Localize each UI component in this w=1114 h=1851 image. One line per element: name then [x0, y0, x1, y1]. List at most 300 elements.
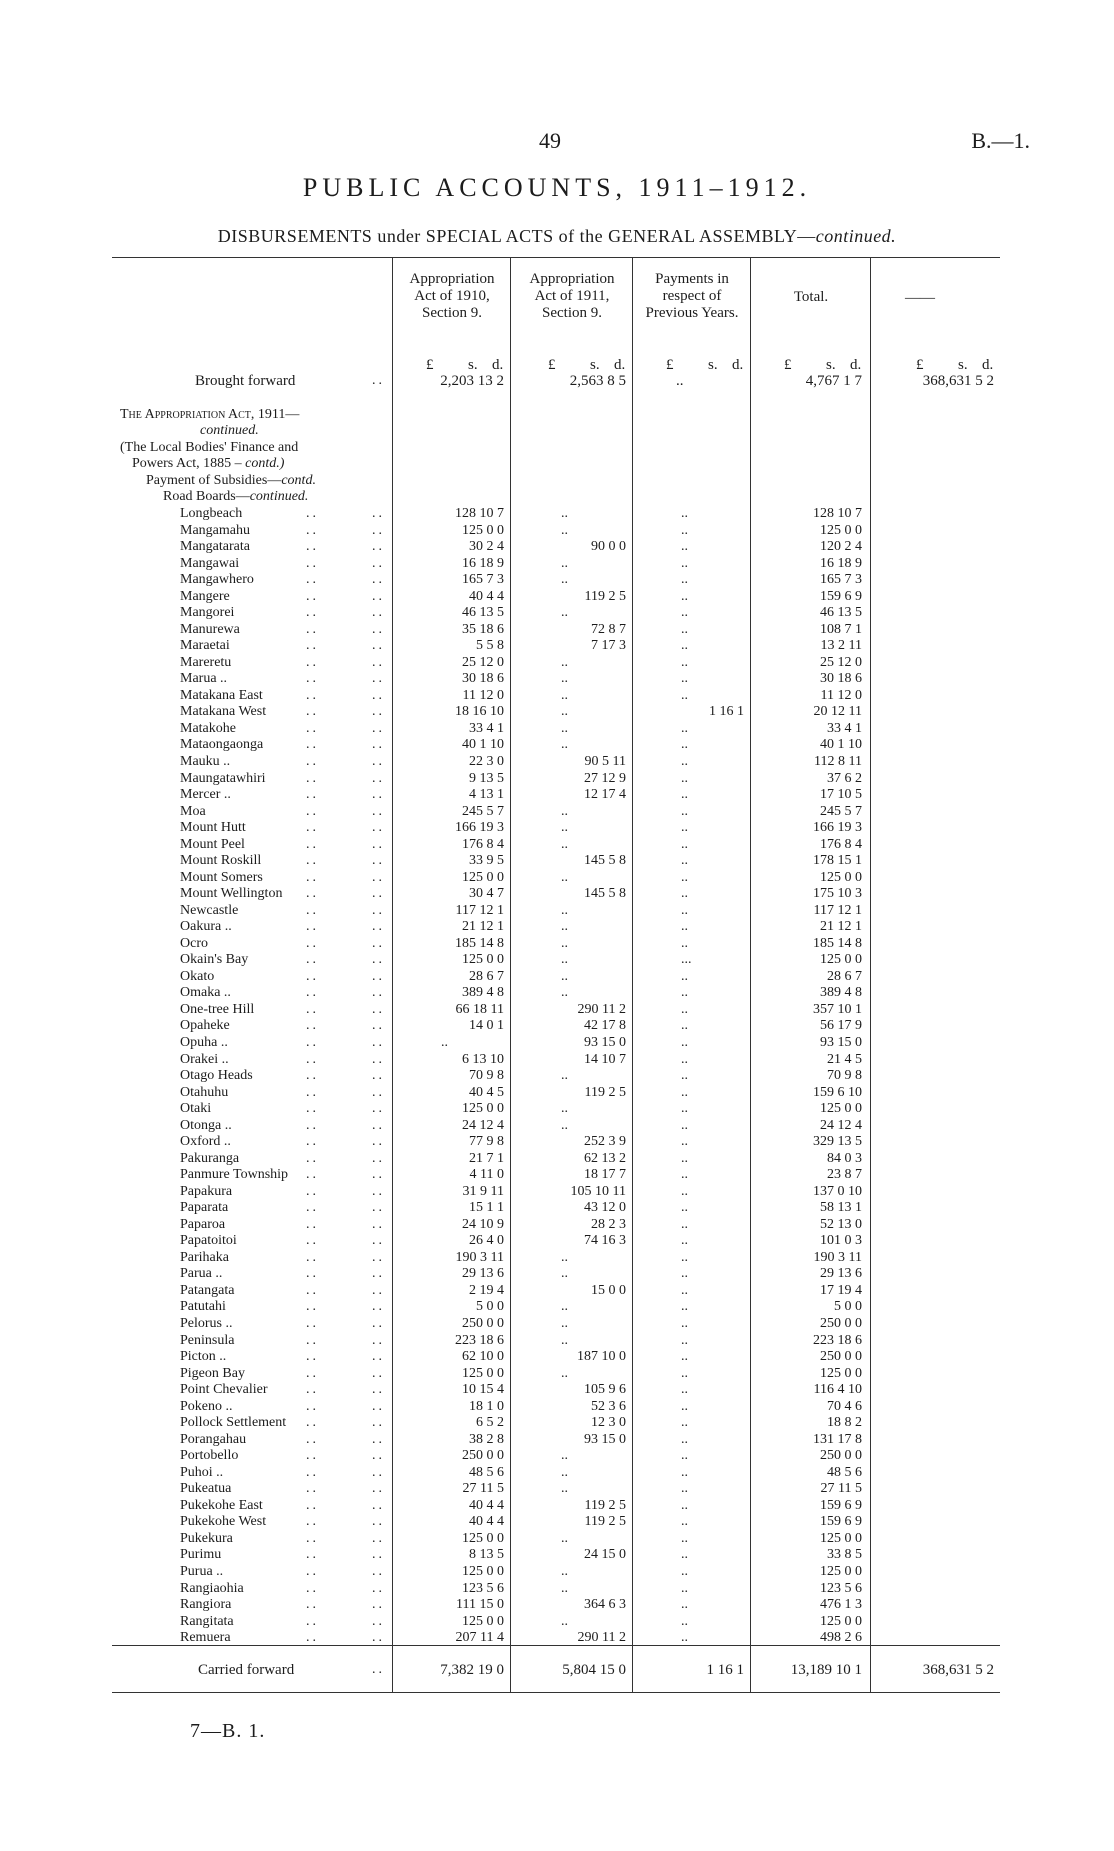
- row-c3: ..: [681, 1249, 688, 1265]
- row-c3: ..: [681, 720, 688, 736]
- row-c2: 105 10 11: [570, 1183, 626, 1199]
- row-c3: ..: [681, 1630, 688, 1645]
- leader-dots: ..: [306, 1068, 319, 1083]
- row-c2: ..: [561, 935, 568, 951]
- row-c2: ..: [561, 1365, 568, 1381]
- row-c4: 137 0 10: [813, 1183, 862, 1199]
- row-c4: 165 7 3: [820, 572, 862, 588]
- row-c2: ..: [561, 1580, 568, 1596]
- row-c4: 28 6 7: [827, 968, 862, 984]
- row-c3: ..: [681, 1597, 688, 1612]
- leader-dots: ..: [372, 1365, 385, 1381]
- row-name: Mount Somers: [180, 869, 263, 885]
- row-name: Pukekura: [180, 1530, 233, 1546]
- leader-dots: ..: [306, 985, 319, 1001]
- row-c1: 125 0 0: [462, 522, 504, 538]
- row-c4: 27 11 5: [820, 1481, 862, 1497]
- row-c2: 27 12 9: [584, 770, 626, 786]
- row-name: Portobello: [180, 1448, 239, 1464]
- row-name: Omaka ..: [180, 985, 231, 1001]
- row-c4: 29 13 6: [820, 1266, 862, 1282]
- row-c3: ..: [681, 1613, 688, 1629]
- row-c4: 21 12 1: [820, 919, 862, 935]
- unit-label: d.: [732, 357, 744, 373]
- row-name: Patangata: [180, 1282, 235, 1298]
- leader-dots: ..: [306, 1597, 319, 1612]
- row-c1: 111 15 0: [456, 1597, 504, 1612]
- leader-dots: ..: [372, 1134, 385, 1150]
- row-c3: ..: [681, 1382, 688, 1398]
- subtitle-text: DISBURSEMENTS under SPECIAL ACTS of the GENERAL ASSEMBLY—: [217, 226, 816, 246]
- leader-dots: ..: [372, 886, 385, 902]
- leader-dots: ..: [306, 1547, 319, 1563]
- row-c1: 5 0 0: [476, 1299, 504, 1315]
- row-name: Rangiora: [180, 1597, 232, 1612]
- row-c3: ..: [681, 968, 688, 984]
- carried-forward-total: 13,189 10 1: [790, 1662, 862, 1678]
- row-name: Okain's Bay: [180, 952, 249, 968]
- unit-label: s.: [958, 357, 968, 373]
- row-c4: 112 8 11: [814, 754, 862, 769]
- row-c4: 93 15 0: [820, 1035, 862, 1050]
- row-c1: 5 5 8: [476, 638, 504, 654]
- row-c1: 125 0 0: [462, 1101, 504, 1117]
- row-c4: 5 0 0: [834, 1299, 862, 1315]
- leader-dots: ..: [372, 572, 385, 588]
- row-c3: 1 16 1: [709, 704, 744, 720]
- leader-dots: ..: [306, 1101, 319, 1117]
- leader-dots: ..: [372, 820, 385, 836]
- leader-dots: ..: [306, 1035, 319, 1050]
- brought-forward-extra: 368,631 5 2: [922, 373, 994, 389]
- row-c3: ..: [681, 605, 688, 621]
- row-c2: 93 15 0: [584, 1431, 626, 1447]
- row-c2: 90 5 11: [584, 754, 626, 769]
- row-c4: 17 19 4: [820, 1282, 862, 1298]
- row-c2: ..: [561, 1613, 568, 1629]
- row-name: Matakohe: [180, 720, 236, 736]
- row-c4: 46 13 5: [820, 605, 862, 621]
- leader-dots: ..: [306, 1051, 319, 1067]
- leader-dots: ..: [372, 1332, 385, 1348]
- leader-dots: ..: [372, 1497, 385, 1513]
- row-c2: ..: [561, 671, 568, 687]
- row-c3: ..: [681, 1563, 688, 1579]
- row-c4: 329 13 5: [813, 1134, 862, 1150]
- row-c4: 175 10 3: [813, 886, 862, 902]
- row-c4: 498 2 6: [820, 1630, 862, 1645]
- page-title: PUBLIC ACCOUNTS, 1911–1912.: [302, 173, 812, 202]
- row-c4: 13 2 11: [820, 638, 862, 654]
- act-name: The Appropriation Act,: [120, 407, 255, 422]
- row-c2: ..: [561, 803, 568, 819]
- leader-dots: ..: [372, 654, 385, 670]
- row-c3: ..: [681, 902, 688, 918]
- leader-dots: ..: [306, 1282, 319, 1298]
- leader-dots: ..: [306, 1613, 319, 1629]
- row-name: Longbeach: [180, 506, 243, 521]
- leader-dots: ..: [372, 1580, 385, 1596]
- row-c3: ..: [681, 869, 688, 885]
- leader-dots: ..: [306, 1266, 319, 1282]
- row-c1: 29 13 6: [462, 1266, 504, 1282]
- leader-dots: ..: [306, 1216, 319, 1232]
- row-c2: 12 17 4: [584, 787, 626, 802]
- brought-forward-total: 4,767 1 7: [805, 373, 862, 389]
- row-c4: 116 4 10: [813, 1382, 862, 1398]
- row-c4: 11 12 0: [820, 687, 862, 703]
- row-name: Pukekohe East: [180, 1497, 263, 1513]
- leader-dots: ..: [372, 1613, 385, 1629]
- row-c2: 145 5 8: [584, 853, 626, 869]
- unit-label: d.: [614, 357, 626, 373]
- leader-dots: ..: [372, 1018, 385, 1034]
- row-c1: 40 1 10: [462, 737, 504, 753]
- brought-forward-1910: 2,203 13 2: [440, 373, 504, 389]
- row-c2: 7 17 3: [591, 638, 626, 654]
- leader-dots: ..: [306, 1497, 319, 1513]
- row-c1: ..: [441, 1035, 448, 1050]
- row-c2: 119 2 5: [584, 588, 626, 604]
- row-c1: 165 7 3: [462, 572, 504, 588]
- row-c4: 159 6 10: [813, 1084, 862, 1100]
- row-c4: 16 18 9: [820, 555, 862, 571]
- row-c3: ..: [681, 1530, 688, 1546]
- row-c3: ..: [681, 853, 688, 869]
- row-c1: 21 12 1: [462, 919, 504, 935]
- row-c4: 56 17 9: [820, 1018, 862, 1034]
- leader-dots: ..: [306, 1233, 319, 1249]
- row-c2: ..: [561, 572, 568, 588]
- leader-dots: ..: [306, 968, 319, 984]
- leader-dots: ..: [306, 1200, 319, 1216]
- row-c2: ..: [561, 654, 568, 670]
- row-c3: ..: [681, 1001, 688, 1017]
- row-name: Ocro: [180, 935, 208, 951]
- row-c1: 70 9 8: [469, 1068, 504, 1083]
- row-c2: 18 17 7: [584, 1167, 626, 1183]
- row-c2: ..: [561, 1448, 568, 1464]
- row-c1: 14 0 1: [469, 1018, 504, 1034]
- row-c4: 52 13 0: [820, 1216, 862, 1232]
- row-name: Maungatawhiri: [180, 770, 266, 786]
- leader-dots: ..: [306, 886, 319, 902]
- row-c2: ..: [561, 869, 568, 885]
- row-c3: ..: [681, 1497, 688, 1513]
- leader-dots: ..: [306, 1481, 319, 1497]
- leader-dots: ..: [372, 1316, 385, 1331]
- row-c4: 23 8 7: [827, 1167, 862, 1183]
- row-name: Mount Wellington: [180, 886, 283, 902]
- leader-dots: ..: [306, 654, 319, 670]
- leader-dots: ..: [306, 1580, 319, 1596]
- leader-dots: ..: [372, 1051, 385, 1067]
- row-name: Mareretu: [180, 654, 232, 670]
- row-name: Moa: [180, 803, 206, 819]
- act-continued: continued.: [200, 423, 259, 438]
- leader-dots: ..: [306, 754, 319, 769]
- leader-dots: ..: [306, 952, 319, 968]
- row-name: Otago Heads: [180, 1068, 253, 1083]
- row-name: Otaki: [180, 1101, 212, 1117]
- row-c1: 33 9 5: [469, 853, 504, 869]
- leader-dots: ..: [372, 935, 385, 951]
- row-name: Manurewa: [180, 621, 240, 637]
- leader-dots: ..: [372, 952, 385, 968]
- divider-col5: [870, 257, 871, 1693]
- row-c4: 24 12 4: [820, 1117, 862, 1133]
- carried-forward-1910: 7,382 19 0: [440, 1662, 504, 1678]
- row-c1: 31 9 11: [462, 1183, 504, 1199]
- row-name: Orakei ..: [180, 1051, 229, 1067]
- row-c4: 33 4 1: [827, 720, 862, 736]
- row-c4: 245 5 7: [820, 803, 862, 819]
- row-c3: ..: [681, 1415, 688, 1431]
- row-c3: ...: [681, 952, 692, 968]
- row-c1: 250 0 0: [462, 1448, 504, 1464]
- unit-label: s.: [826, 357, 836, 373]
- leader-dots: ..: [372, 539, 385, 555]
- sub-act-line-1: (The Local Bodies' Finance and: [120, 440, 299, 455]
- row-c2: 72 8 7: [591, 621, 626, 637]
- row-c2: ..: [561, 1332, 568, 1348]
- row-name: Pelorus ..: [180, 1316, 233, 1331]
- row-c3: ..: [681, 1266, 688, 1282]
- column-header-1910: Appropriation Act of 1910, Section 9.: [409, 271, 495, 321]
- row-c3: ..: [681, 588, 688, 604]
- row-c1: 207 11 4: [455, 1630, 504, 1645]
- row-c3: ..: [681, 1018, 688, 1034]
- leader-dots: ..: [306, 902, 319, 918]
- leader-dots: ..: [372, 869, 385, 885]
- row-c2: 119 2 5: [584, 1514, 626, 1530]
- row-c2: 290 11 2: [577, 1630, 626, 1645]
- leader-dots: ..: [372, 638, 385, 654]
- row-name: Rangiaohia: [180, 1580, 244, 1596]
- row-c3: ..: [681, 1282, 688, 1298]
- row-name: Marua ..: [180, 671, 228, 687]
- row-c1: 40 4 4: [469, 1497, 504, 1513]
- row-c2: ..: [561, 1068, 568, 1083]
- leader-dots: ..: [306, 522, 319, 538]
- row-name: Pukekohe West: [180, 1514, 267, 1530]
- leader-dots: ..: [372, 1530, 385, 1546]
- leader-dots: ..: [372, 787, 385, 802]
- row-c1: 77 9 8: [469, 1134, 504, 1150]
- row-c1: 21 7 1: [469, 1150, 504, 1166]
- row-c3: ..: [681, 1514, 688, 1530]
- row-name: Point Chevalier: [180, 1382, 268, 1398]
- column-header-dash: ——: [905, 290, 935, 306]
- leader-dots: ..: [306, 1332, 319, 1348]
- row-c4: 185 14 8: [813, 935, 862, 951]
- leader-dots: ..: [372, 1398, 385, 1414]
- unit-label: s.: [590, 357, 600, 373]
- act-year: 1911—: [257, 407, 300, 422]
- leader-dots: ..: [372, 687, 385, 703]
- row-c4: 125 0 0: [820, 1101, 862, 1117]
- row-c2: 24 15 0: [584, 1547, 626, 1563]
- row-c4: 159 6 9: [820, 1497, 862, 1513]
- row-c3: ..: [681, 522, 688, 538]
- row-name: Porangahau: [180, 1431, 247, 1447]
- row-c2: 43 12 0: [584, 1200, 626, 1216]
- row-name: Pukeatua: [180, 1481, 232, 1497]
- row-c2: ..: [561, 1299, 568, 1315]
- leader-dots: ..: [306, 1134, 319, 1150]
- row-c3: ..: [681, 1431, 688, 1447]
- row-c4: 17 10 5: [820, 787, 862, 802]
- leader-dots: ..: [372, 720, 385, 736]
- row-c3: ..: [681, 1233, 688, 1249]
- leader-dots: ..: [372, 1216, 385, 1232]
- leader-dots: ..: [306, 1514, 319, 1530]
- leader-dots: ..: [372, 853, 385, 869]
- leader-dots: ..: [372, 1233, 385, 1249]
- row-c4: 120 2 4: [820, 539, 862, 555]
- row-c3: ..: [681, 1167, 688, 1183]
- row-name: Pollock Settlement: [180, 1415, 287, 1431]
- row-c3: ..: [681, 539, 688, 555]
- leader-dots: ..: [372, 1150, 385, 1166]
- row-c2: ..: [561, 605, 568, 621]
- row-c1: 125 0 0: [462, 952, 504, 968]
- row-c3: ..: [681, 737, 688, 753]
- leader-dots: ..: [306, 1563, 319, 1579]
- unit-label: £: [784, 357, 792, 373]
- unit-label: £: [666, 357, 674, 373]
- row-name: Parihaka: [180, 1249, 229, 1265]
- leader-dots: ..: [306, 1183, 319, 1199]
- leader-dots: ..: [306, 770, 319, 786]
- leader-dots: ..: [372, 919, 385, 935]
- leader-dots: ..: [372, 803, 385, 819]
- brought-forward-1911: 2,563 8 5: [569, 373, 626, 389]
- row-name: Puhoi ..: [180, 1464, 224, 1480]
- leader-dots: ..: [372, 836, 385, 852]
- leader-dots: ..: [372, 1547, 385, 1563]
- row-name: Parua ..: [180, 1266, 223, 1282]
- carried-forward-1911: 5,804 15 0: [562, 1662, 626, 1678]
- row-c1: 62 10 0: [462, 1349, 504, 1364]
- leader-dots: ..: [306, 787, 319, 802]
- row-name: Mangatarata: [180, 539, 250, 555]
- row-c1: 40 4 4: [469, 1514, 504, 1530]
- row-name: Otahuhu: [180, 1084, 229, 1100]
- row-c1: 24 12 4: [462, 1117, 504, 1133]
- carried-forward-previous: 1 16 1: [706, 1662, 744, 1678]
- row-name: Mangawai: [180, 555, 240, 571]
- row-c2: ..: [561, 1101, 568, 1117]
- leader-dots: ..: [306, 836, 319, 852]
- row-c1: 176 8 4: [462, 836, 504, 852]
- row-c4: 20 12 11: [813, 704, 862, 720]
- row-c4: 70 9 8: [827, 1068, 862, 1083]
- row-c2: 52 3 6: [591, 1398, 626, 1414]
- row-c1: 9 13 5: [469, 770, 504, 786]
- row-c3: ..: [681, 1068, 688, 1083]
- leader-dots: ..: [372, 1035, 385, 1050]
- row-c1: 30 18 6: [462, 671, 504, 687]
- row-name: Mount Hutt: [180, 820, 246, 836]
- row-c3: ..: [681, 671, 688, 687]
- row-c1: 18 16 10: [455, 704, 504, 720]
- row-name: Pokeno ..: [180, 1398, 233, 1414]
- leader-dots: ..: [306, 506, 319, 521]
- row-c4: 128 10 7: [813, 506, 862, 521]
- row-c3: ..: [681, 1464, 688, 1480]
- row-c3: ..: [681, 1084, 688, 1100]
- leader-dots: ..: [306, 853, 319, 869]
- row-c3: ..: [681, 985, 688, 1001]
- row-c1: 46 13 5: [462, 605, 504, 621]
- leader-dots: ..: [372, 1481, 385, 1497]
- leader-dots: ..: [306, 671, 319, 687]
- carried-forward-extra: 368,631 5 2: [922, 1662, 994, 1678]
- row-c1: 128 10 7: [455, 506, 504, 521]
- row-c2: 15 0 0: [591, 1282, 626, 1298]
- row-c1: 33 4 1: [469, 720, 504, 736]
- row-c4: 101 0 3: [820, 1233, 862, 1249]
- row-c2: 252 3 9: [584, 1134, 626, 1150]
- leader-dots: ..: [372, 1464, 385, 1480]
- row-c3: ..: [681, 638, 688, 654]
- row-c3: ..: [681, 787, 688, 802]
- leader-dots: ..: [372, 737, 385, 753]
- row-c4: 125 0 0: [820, 1613, 862, 1629]
- leader-dots: ..: [306, 1448, 319, 1464]
- row-c1: 117 12 1: [455, 902, 504, 918]
- leader-dots: ..: [306, 1150, 319, 1166]
- row-c3: ..: [681, 1216, 688, 1232]
- row-c3: ..: [681, 820, 688, 836]
- row-name: Peninsula: [180, 1332, 235, 1348]
- leader-dots: ..: [306, 588, 319, 604]
- row-c4: 125 0 0: [820, 522, 862, 538]
- row-c3: ..: [681, 654, 688, 670]
- row-c1: 8 13 5: [469, 1547, 504, 1563]
- row-c2: ..: [561, 902, 568, 918]
- row-name: Newcastle: [180, 902, 239, 918]
- row-c2: 12 3 0: [591, 1415, 626, 1431]
- row-c2: ..: [561, 737, 568, 753]
- row-c1: 38 2 8: [469, 1431, 504, 1447]
- row-c1: 40 4 5: [469, 1084, 504, 1100]
- leader-dots: ..: [306, 1382, 319, 1398]
- row-c1: 28 6 7: [469, 968, 504, 984]
- row-c2: ..: [561, 1563, 568, 1579]
- row-c1: 185 14 8: [455, 935, 504, 951]
- sub-act-line-2: Powers Act, 1885 – contd.): [132, 456, 285, 471]
- row-c4: 250 0 0: [820, 1448, 862, 1464]
- row-c1: 245 5 7: [462, 803, 504, 819]
- leader-dots: ..: [306, 935, 319, 951]
- row-c1: 15 1 1: [469, 1200, 504, 1216]
- row-c3: ..: [681, 1183, 688, 1199]
- row-c3: ..: [681, 572, 688, 588]
- row-c3: ..: [681, 886, 688, 902]
- leader-dots: ..: [372, 1249, 385, 1265]
- leader-dots: ..: [372, 985, 385, 1001]
- row-c2: ..: [561, 1481, 568, 1497]
- row-c4: 476 1 3: [820, 1597, 862, 1612]
- row-c2: 290 11 2: [577, 1001, 626, 1017]
- row-c4: 250 0 0: [820, 1349, 862, 1364]
- row-c1: 10 15 4: [462, 1382, 504, 1398]
- row-c1: 48 5 6: [469, 1464, 504, 1480]
- row-c1: 166 19 3: [455, 820, 504, 836]
- leader-dots: ..: [372, 1597, 385, 1612]
